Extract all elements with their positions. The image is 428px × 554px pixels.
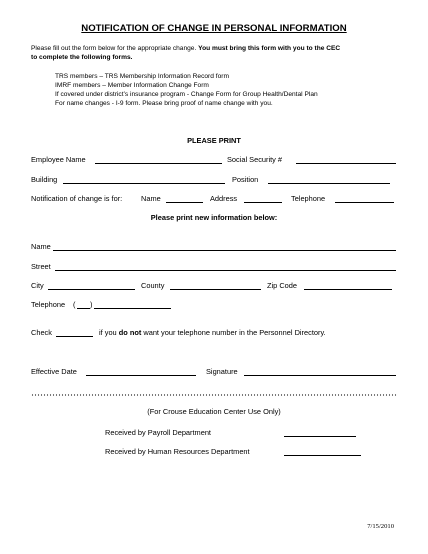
forms-list-item: TRS members – TRS Membership Information Record form: [55, 73, 229, 80]
forms-list-item: For name changes - I-9 form. Please bring proof of name change with you.: [55, 100, 273, 107]
forms-list-item: IMRF members – Member Information Change Form: [55, 82, 209, 89]
option-address-field[interactable]: [244, 202, 282, 203]
social-security-label: Social Security #: [227, 155, 283, 164]
hr-label: Received by Human Resources Department: [105, 447, 250, 456]
check-field[interactable]: [56, 336, 93, 337]
signature-field[interactable]: [244, 375, 396, 376]
position-label: Position: [232, 175, 259, 184]
intro-text: Please fill out the form below for the appropriate change. You must bring this form with you to the CEC: [31, 45, 341, 52]
city-label: City: [31, 281, 44, 290]
option-address-label: Address: [210, 194, 238, 203]
signature-label: Signature: [206, 367, 238, 376]
new-telephone-field[interactable]: [94, 308, 171, 309]
county-label: County: [141, 281, 165, 290]
effective-date-field[interactable]: [86, 375, 196, 376]
effective-date-label: Effective Date: [31, 367, 77, 376]
dotted-divider: [31, 394, 397, 396]
form-title: NOTIFICATION OF CHANGE IN PERSONAL INFORMATION: [81, 23, 347, 34]
social-security-field[interactable]: [296, 163, 396, 164]
zip-label: Zip Code: [267, 281, 297, 290]
option-telephone-field[interactable]: [335, 202, 394, 203]
county-field[interactable]: [170, 289, 261, 290]
area-code-open-paren: (: [73, 300, 76, 309]
position-field[interactable]: [268, 183, 390, 184]
area-code-close-paren: ): [90, 300, 93, 309]
revision-date: 7/15/2010: [367, 523, 394, 530]
building-field[interactable]: [63, 183, 225, 184]
payroll-label: Received by Payroll Department: [105, 428, 211, 437]
employee-name-label: Employee Name: [31, 155, 86, 164]
city-field[interactable]: [48, 289, 135, 290]
option-name-field[interactable]: [166, 202, 203, 203]
intro-text-line2: to complete the following forms.: [31, 54, 133, 61]
payroll-field[interactable]: [284, 436, 356, 437]
option-name-label: Name: [141, 194, 161, 203]
street-label: Street: [31, 262, 51, 271]
check-label: Check: [31, 328, 52, 337]
option-telephone-label: Telephone: [291, 194, 326, 203]
forms-list-item: If covered under district’s insurance program - Change Form for Group Health/Dental Plan: [55, 91, 318, 98]
check-text: if you do not want your telephone number in the Personnel Directory.: [99, 328, 326, 337]
street-field[interactable]: [55, 270, 396, 271]
new-name-field[interactable]: [53, 250, 396, 251]
building-label: Building: [31, 175, 58, 184]
zip-field[interactable]: [304, 289, 392, 290]
new-telephone-label: Telephone: [31, 300, 66, 309]
area-code-field[interactable]: [77, 308, 90, 309]
employee-name-field[interactable]: [95, 163, 222, 164]
please-print-heading: PLEASE PRINT: [187, 136, 241, 145]
change-for-label: Notification of change is for:: [31, 194, 123, 203]
hr-field[interactable]: [284, 455, 361, 456]
new-name-label: Name: [31, 242, 51, 251]
new-info-heading: Please print new information below:: [150, 213, 278, 222]
office-use-heading: (For Crouse Education Center Use Only): [147, 407, 281, 416]
